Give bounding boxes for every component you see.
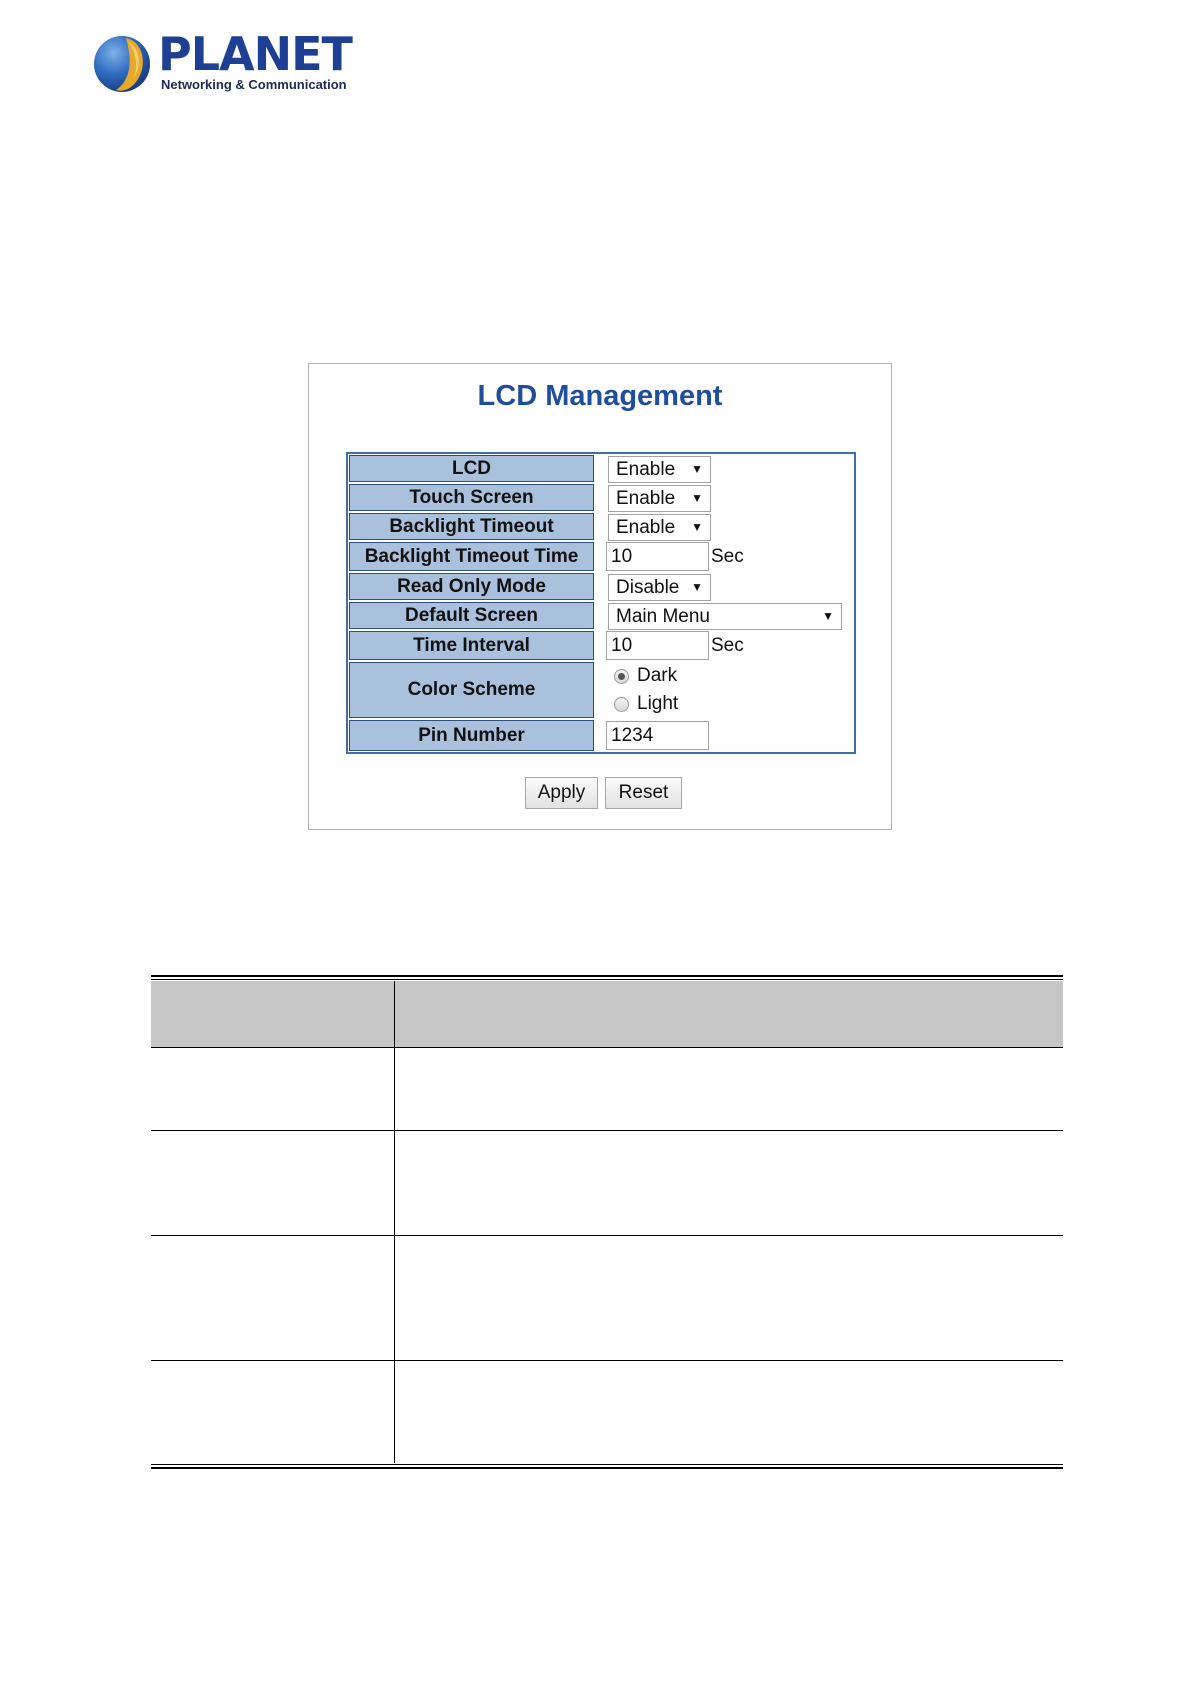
row-pin-number bbox=[348, 719, 854, 752]
radio-checked-icon[interactable] bbox=[614, 669, 629, 684]
touch-screen-select[interactable] bbox=[608, 485, 711, 512]
table-row-divider bbox=[151, 1235, 1063, 1236]
row-read-only-mode bbox=[348, 572, 854, 601]
table-row-divider bbox=[151, 1047, 1063, 1048]
default-screen-select-value: Main Menu bbox=[616, 606, 710, 627]
default-screen-select[interactable] bbox=[608, 603, 842, 630]
read-only-mode-select-value: Disable bbox=[616, 577, 680, 598]
table-header-row bbox=[151, 981, 1063, 1047]
label-time-interval: Time Interval bbox=[349, 631, 594, 660]
label-default-screen: Default Screen bbox=[349, 602, 594, 629]
label-pin-number: Pin Number bbox=[349, 720, 594, 751]
lcd-select-value: Enable bbox=[616, 459, 676, 480]
row-lcd bbox=[348, 454, 854, 483]
reset-button[interactable]: Reset bbox=[605, 777, 682, 809]
dropdown-arrow-icon: ▼ bbox=[691, 462, 703, 476]
time-interval-input[interactable] bbox=[606, 631, 709, 660]
label-backlight-timeout: Backlight Timeout bbox=[349, 513, 594, 540]
color-scheme-light-radio[interactable] bbox=[614, 693, 678, 715]
globe-logo-icon bbox=[92, 32, 152, 94]
read-only-mode-select[interactable] bbox=[608, 574, 711, 601]
table-bottom-rule-thin bbox=[151, 1464, 1063, 1465]
row-touch-screen bbox=[348, 483, 854, 512]
touch-screen-select-value: Enable bbox=[616, 488, 676, 509]
backlight-timeout-select[interactable] bbox=[608, 514, 711, 541]
table-column-divider bbox=[394, 981, 395, 1463]
time-interval-unit: Sec bbox=[711, 635, 744, 656]
row-backlight-timeout bbox=[348, 512, 854, 541]
row-backlight-timeout-time bbox=[348, 541, 854, 572]
dropdown-arrow-icon: ▼ bbox=[691, 580, 703, 594]
page-title: LCD Management bbox=[477, 380, 723, 412]
table-top-rule bbox=[151, 975, 1063, 977]
backlight-timeout-select-value: Enable bbox=[616, 517, 676, 538]
description-table bbox=[151, 975, 1063, 1469]
table-row-divider bbox=[151, 1360, 1063, 1361]
color-scheme-light-label: Light bbox=[637, 693, 679, 714]
radio-unchecked-icon[interactable] bbox=[614, 697, 629, 712]
label-touch-screen: Touch Screen bbox=[349, 484, 594, 511]
backlight-timeout-unit: Sec bbox=[711, 546, 744, 567]
color-scheme-dark-label: Dark bbox=[637, 665, 678, 686]
row-default-screen bbox=[348, 601, 854, 630]
table-top-rule-thin bbox=[151, 979, 1063, 980]
logo-tagline: Networking & Communication bbox=[161, 77, 347, 92]
dropdown-arrow-icon: ▼ bbox=[822, 609, 834, 623]
label-backlight-timeout-time: Backlight Timeout Time bbox=[349, 542, 594, 571]
dropdown-arrow-icon: ▼ bbox=[691, 491, 703, 505]
backlight-timeout-time-input[interactable] bbox=[606, 542, 709, 571]
label-lcd: LCD bbox=[349, 455, 594, 482]
lcd-config-table bbox=[346, 452, 856, 754]
label-read-only-mode: Read Only Mode bbox=[349, 573, 594, 600]
pin-number-input[interactable] bbox=[606, 721, 709, 750]
table-bottom-rule bbox=[151, 1467, 1063, 1469]
planet-logo bbox=[92, 27, 352, 98]
table-row-divider bbox=[151, 1130, 1063, 1131]
dropdown-arrow-icon: ▼ bbox=[691, 520, 703, 534]
row-color-scheme bbox=[348, 661, 854, 719]
logo-brand-text: PLANET bbox=[158, 27, 352, 81]
color-scheme-dark-radio[interactable] bbox=[614, 665, 677, 687]
row-time-interval bbox=[348, 630, 854, 661]
label-color-scheme: Color Scheme bbox=[349, 662, 594, 718]
apply-button[interactable]: Apply bbox=[525, 777, 598, 809]
lcd-select[interactable] bbox=[608, 456, 711, 483]
